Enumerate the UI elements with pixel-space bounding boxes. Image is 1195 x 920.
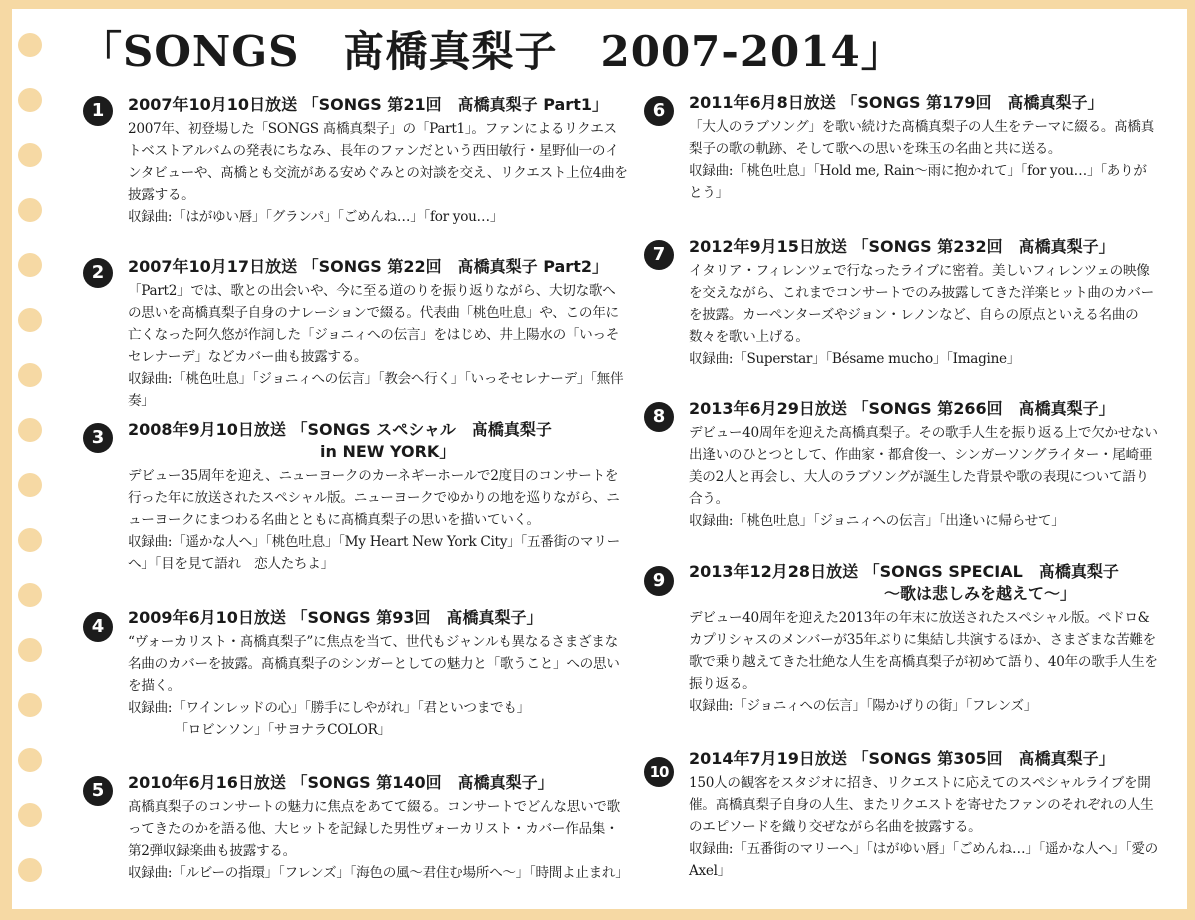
episode-number-badge: 8 [644,402,674,432]
episode-description: デビュー40周年を迎えた2013年の年末に放送されたスペシャル版。ペドロ&カプリシャスのメンバーが35年ぶりに集結し共演するほか、さまざまな苦難を歌で乗り越えてきた壮絶な人生を髙橋真梨子が初めて語り、40年の歌手人生を振り返る。 [689,610,1158,692]
episode-description: 「Part2」では、歌との出会いや、今に至る道のりを振り返りながら、大切な歌への思いを髙橋真梨子自身のナレーションで綴る。代表曲「桃色吐息」や、この年に亡くなった阿久悠が作詞した「ジョニィへの伝言」をはじめ、井上陽水の「いっそセレナーデ」などカバー曲も披露する。 [128,283,620,365]
episode-number-badge: 7 [644,240,674,270]
episode-number-badge: 4 [83,612,113,642]
episode-number-badge: 1 [83,96,113,126]
episode-description: 「大人のラブソング」を歌い続けた髙橋真梨子の人生をテーマに綴る。髙橋真梨子の歌の軌跡、そして歌への思いを珠玉の名曲と共に送る。 [689,119,1155,157]
episode-entry [689,748,1159,882]
episode-heading: 2012年9月15日放送 「SONGS 第232回 髙橋真梨子」 [689,237,1115,256]
binder-hole [18,33,42,57]
episode-number-badge: 5 [83,776,113,806]
episode-description: 2007年、初登場した「SONGS 髙橋真梨子」の「Part1」。ファンによるリクエストベストアルバムの発表にちなみ、長年のファンだという西田敏行・星野仙一のインタビューや、髙橋とも交流がある安めぐみとの対談を交え、リクエスト上位4曲を披露する。 [128,121,628,203]
episode-description: 髙橋真梨子のコンサートの魅力に焦点をあてて綴る。コンサートでどんな思いで歌ってきたのかを語る他、大ヒットを記録した男性ヴォーカリスト・カバー作品集・第2弾収録楽曲も披露する。 [128,799,620,859]
page-title: 「SONGS 髙橋真梨子 2007-2014」 [80,27,904,76]
binder-hole [18,748,42,772]
binder-hole [18,473,42,497]
episode-heading-line2: in NEW YORK」 [320,442,456,461]
episode-entry [128,419,628,575]
episode-songs: 収録曲:「ルビーの指環」「フレンズ」「海色の風〜君住む場所へ〜」「時間よ止まれ」 [128,865,629,881]
episode-heading: 2014年7月19日放送 「SONGS 第305回 髙橋真梨子」 [689,749,1115,768]
binder-hole [18,858,42,882]
episode-description: イタリア・フィレンツェで行なったライブに密着。美しいフィレンツェの映像を交えながら、これまでコンサートでのみ披露してきた洋楽ヒット曲のカバーを披露。カーペンターズやジョン・レノンなど、自らの原点といえる名曲の数々を歌い上げる。 [689,263,1154,345]
episode-number-badge: 6 [644,96,674,126]
binder-hole [18,143,42,167]
episode-songs: 収録曲:「ワインレッドの心」「勝手にしやがれ」「君といつまでも」 「ロビンソン」「サヨナラCOLOR」 [128,700,530,738]
episode-songs: 収録曲:「五番街のマリーへ」「はがゆい唇」「ごめんね…」「遥かな人へ」「愛のAxel」 [689,841,1158,879]
episode-number-badge: 9 [644,566,674,596]
episode-description: “ヴォーカリスト・髙橋真梨子”に焦点を当て、世代もジャンルも異なるさまざまな名曲のカバーを披露。髙橋真梨子のシンガーとしての魅力と「歌うこと」への思いを描く。 [128,634,620,694]
episode-songs: 収録曲:「Superstar」「Bésame mucho」「Imagine」 [689,351,1021,367]
episode-entry [689,398,1159,532]
episode-number-badge: 2 [83,258,113,288]
episode-heading: 2007年10月17日放送 「SONGS 第22回 髙橋真梨子 Part2」 [128,257,608,276]
episode-entry [689,236,1159,370]
episode-description: デビュー40周年を迎えた髙橋真梨子。その歌手人生を振り返る上で欠かせない出逢いのひとつとして、作曲家・都倉俊一、シンガーソングライター・尾崎亜美の2人と再会し、大人のラブソングが誕生した背景や歌の表現について語り合う。 [689,425,1158,507]
episode-songs: 収録曲:「桃色吐息」「Hold me, Rain〜雨に抱かれて」「for you…」「ありがとう」 [689,163,1147,201]
binder-hole [18,308,42,332]
binder-hole [18,528,42,552]
episode-description: 150人の観客をスタジオに招き、リクエストに応えてのスペシャルライブを開催。髙橋真梨子自身の人生、またリクエストを寄せたファンのそれぞれの人生のエピソードを織り交ぜながら名曲を披露する。 [689,775,1154,835]
episode-heading: 2013年6月29日放送 「SONGS 第266回 髙橋真梨子」 [689,399,1115,418]
binder-hole [18,583,42,607]
binder-hole [18,253,42,277]
episode-entry [128,256,628,412]
episode-description: デビュー35周年を迎え、ニューヨークのカーネギーホールで2度目のコンサートを行った年に放送されたスペシャル版。ニューヨークでゆかりの地を巡りながら、ニューヨークにまつわる名曲とともに髙橋真梨子の思いを描いていく。 [128,468,620,528]
episode-number-badge: 3 [83,423,113,453]
binder-hole [18,363,42,387]
episode-songs: 収録曲:「ジョニィへの伝言」「陽かげりの街」「フレンズ」 [689,698,1038,714]
binder-hole [18,198,42,222]
episode-heading: 2010年6月16日放送 「SONGS 第140回 髙橋真梨子」 [128,773,554,792]
binder-hole [18,803,42,827]
episode-heading: 2008年9月10日放送 「SONGS スペシャル 髙橋真梨子 [128,420,552,439]
episode-entry [128,607,628,741]
binder-hole [18,693,42,717]
episode-songs: 収録曲:「遥かな人へ」「桃色吐息」「My Heart New York City」「五番街のマリーへ」「目を見て語れ 恋人たちよ」 [128,534,620,572]
episode-songs: 収録曲:「桃色吐息」「ジョニィへの伝言」「教会へ行く」「いっそセレナーデ」「無伴奏」 [128,371,624,409]
binder-hole [18,418,42,442]
episode-songs: 収録曲:「桃色吐息」「ジョニィへの伝言」「出逢いに帰らせて」 [689,513,1065,529]
episode-entry [689,561,1159,717]
binder-hole [18,638,42,662]
episode-number-badge: 10 [644,757,674,787]
episode-entry [128,772,628,884]
episode-entry [128,94,628,228]
episode-heading: 2009年6月10日放送 「SONGS 第93回 髙橋真梨子」 [128,608,543,627]
episode-heading: 2007年10月10日放送 「SONGS 第21回 髙橋真梨子 Part1」 [128,95,608,114]
episode-heading-line2: 〜歌は悲しみを越えて〜」 [884,584,1077,603]
episode-songs: 収録曲:「はがゆい唇」「グランパ」「ごめんね…」「for you…」 [128,209,504,225]
binder-hole [18,88,42,112]
episode-heading: 2011年6月8日放送 「SONGS 第179回 髙橋真梨子」 [689,93,1104,112]
episode-heading: 2013年12月28日放送 「SONGS SPECIAL 髙橋真梨子 [689,562,1119,581]
episode-entry [689,92,1159,204]
